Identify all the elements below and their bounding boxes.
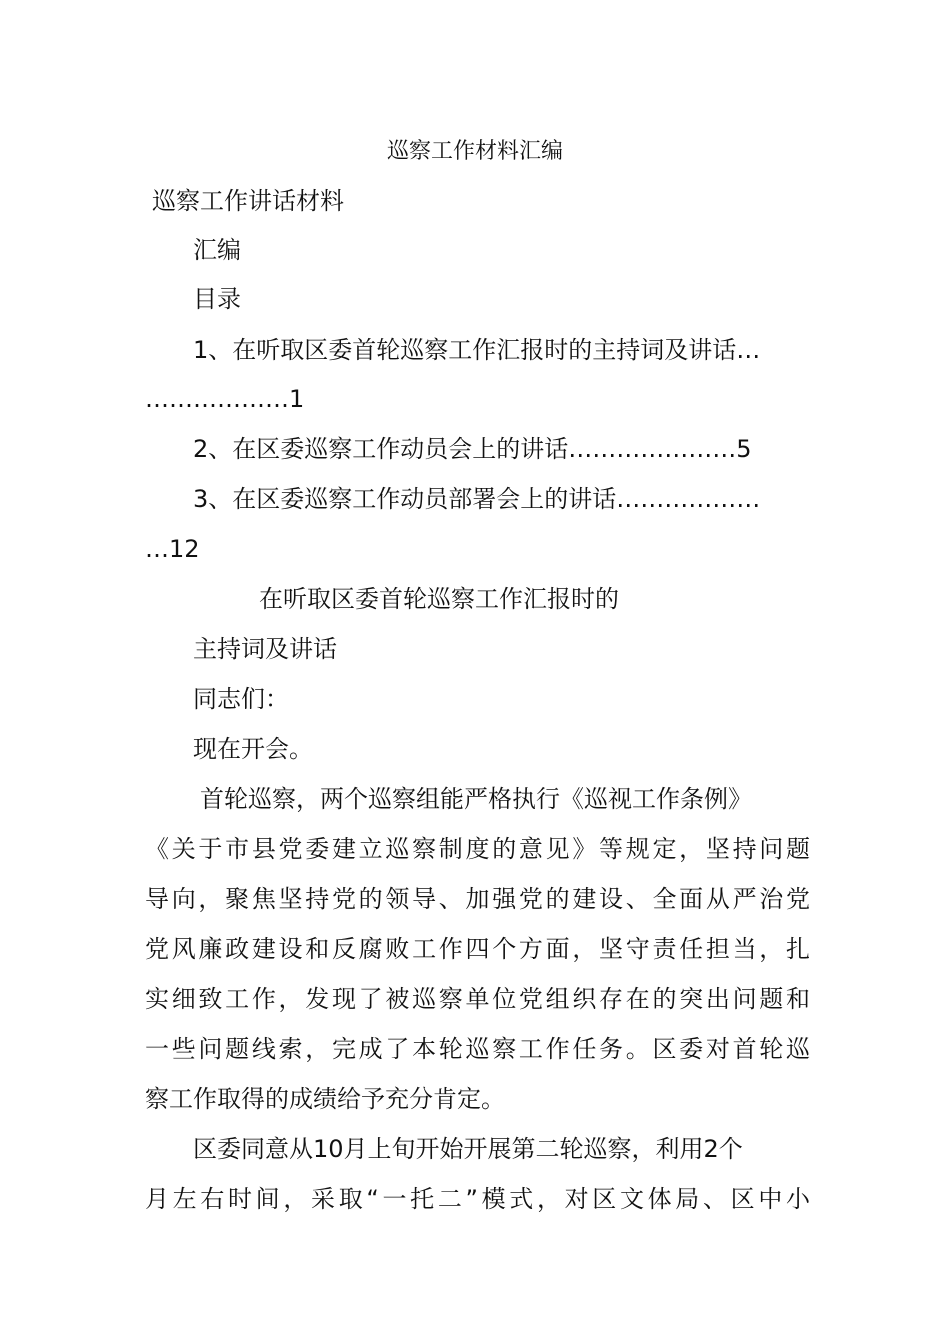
toc-item-3-page: …12: [145, 535, 200, 563]
paragraph-1-line: 察工作取得的成绩给予充分肯定。: [145, 1085, 505, 1113]
subtitle-line-1: 巡察工作讲话材料: [152, 187, 344, 215]
paragraph-1-line: 导向，聚焦坚持党的领导、加强党的建设、全面从严治党: [145, 885, 810, 913]
document-title: 巡察工作材料汇编: [386, 139, 563, 164]
paragraph-2-line: 区委同意从10月上旬开始开展第二轮巡察，利用2个: [193, 1135, 743, 1163]
paragraph-1-line: 一些问题线索，完成了本轮巡察工作任务。区委对首轮巡: [145, 1035, 810, 1063]
subtitle-line-2: 汇编: [193, 236, 241, 264]
paragraph-2-line: 月左右时间，采取“一托二”模式，对区文体局、区中小: [145, 1185, 810, 1213]
paragraph-1-line: 首轮巡察，两个巡察组能严格执行《巡视工作条例》: [200, 785, 752, 813]
toc-item-1: 1、在听取区委首轮巡察工作汇报时的主持词及讲话…: [193, 336, 761, 364]
salutation: 同志们：: [193, 685, 289, 713]
toc-heading: 目录: [193, 285, 241, 313]
paragraph-1-line: 党风廉政建设和反腐败工作四个方面，坚守责任担当，扎: [145, 935, 810, 963]
paragraph-1-line: 实细致工作，发现了被巡察单位党组织存在的突出问题和: [145, 985, 810, 1013]
section-title-line-1: 在听取区委首轮巡察工作汇报时的: [259, 585, 619, 613]
paragraph-1-line: 《关于市县党委建立巡察制度的意见》等规定，坚持问题: [145, 835, 810, 863]
toc-item-2: 2、在区委巡察工作动员会上的讲话…………………5: [193, 435, 752, 463]
toc-item-3: 3、在区委巡察工作动员部署会上的讲话………………: [193, 485, 761, 513]
opening-line: 现在开会。: [193, 735, 313, 763]
section-title-line-2: 主持词及讲话: [193, 635, 337, 663]
toc-item-1-page: ………………1: [145, 385, 305, 413]
